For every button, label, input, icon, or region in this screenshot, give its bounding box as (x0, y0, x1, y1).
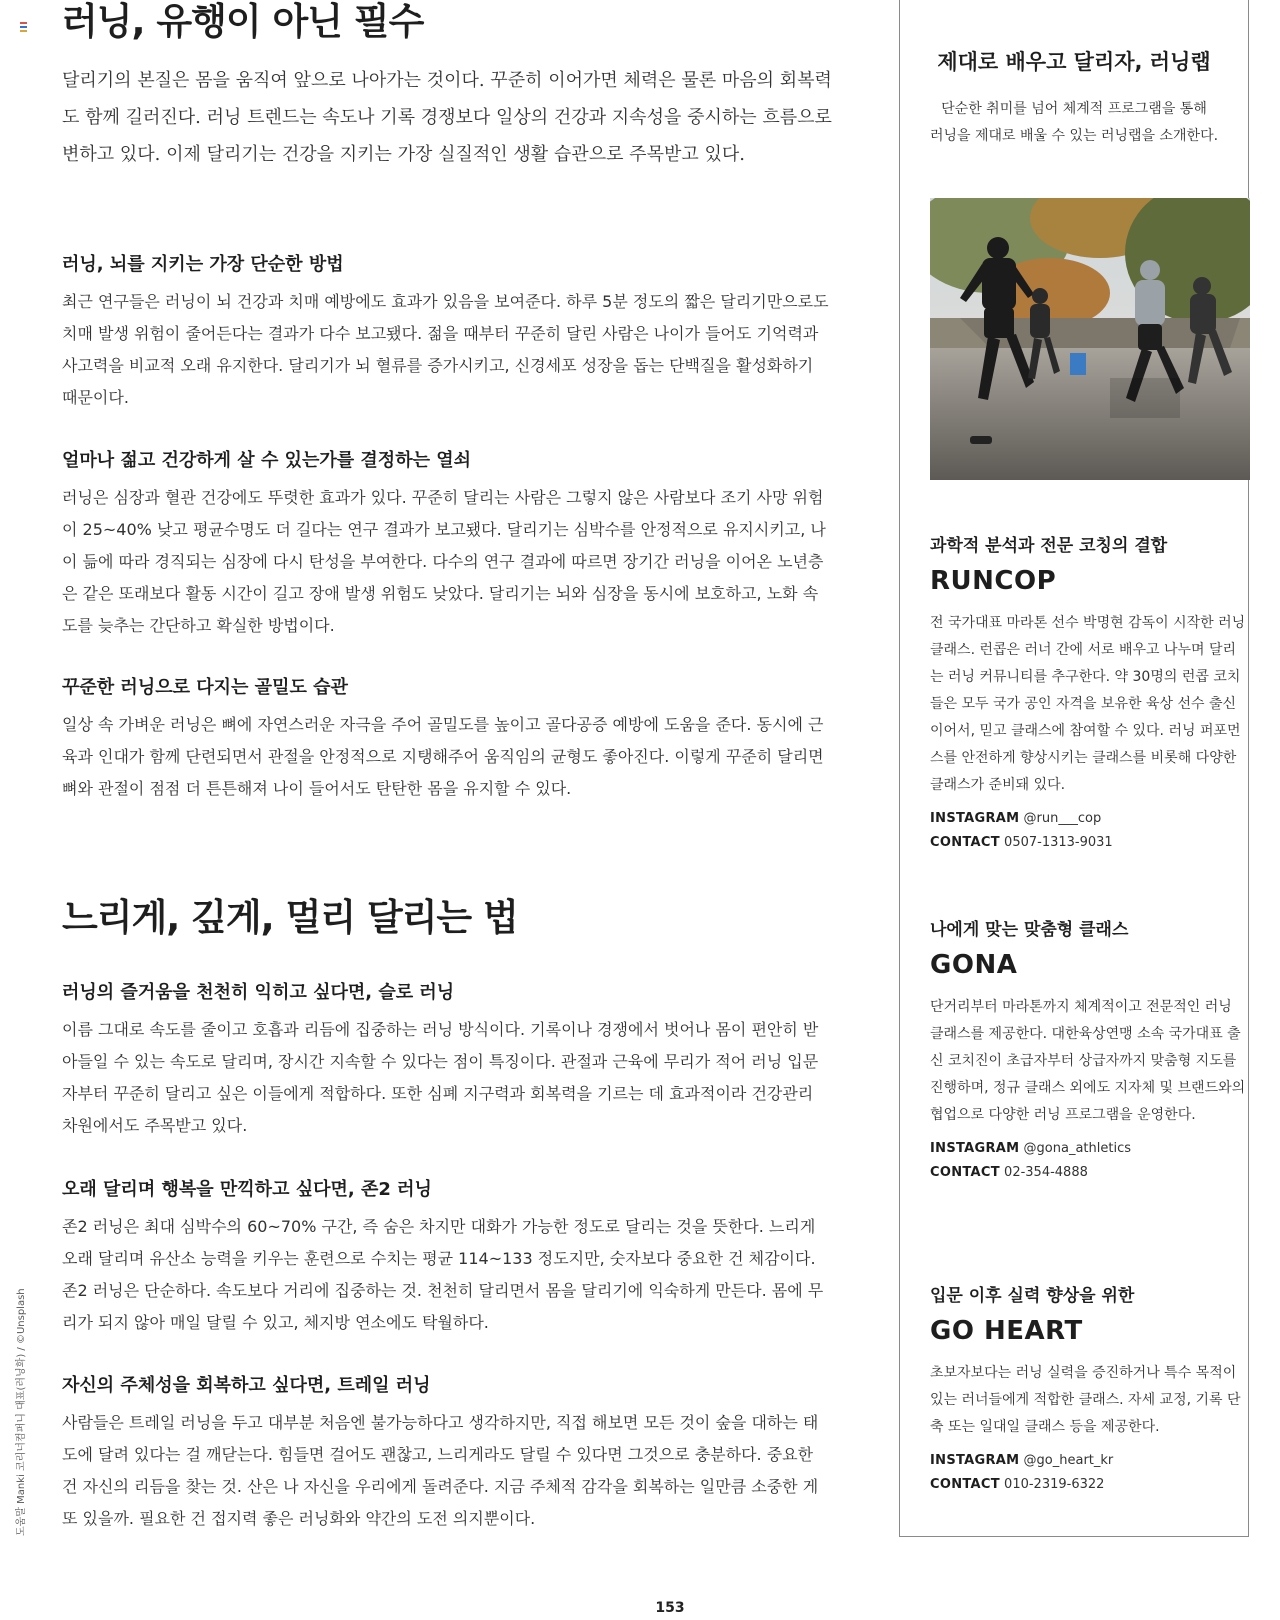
contact-phone: 010-2319-6322 (1004, 1477, 1105, 1492)
running-lab-sidebar (899, 0, 1249, 1537)
card-runcop (930, 534, 1248, 855)
section-body: 최근 연구들은 러닝이 뇌 건강과 치매 예방에도 효과가 있음을 보여준다. 하루 5분 정도의 짧은 달리기만으로도 치매 발생 위험이 줄어든다는 결과가 다수 보고됐다. 젊을 때부터 꾸준히 달린 사람은 나이가 들어도 기억력과 사고력을 비교적 오래 유지한다. 달리기가 뇌 혈류를 증가시키고, 신경세포 성장을 돕는 단백질을 활성화하기 때문이다. (62, 292, 829, 407)
runners-photo (930, 198, 1250, 480)
section-zone2-running (62, 1177, 832, 1339)
article-title-1: 러닝, 유행이 아닌 필수 (62, 0, 424, 43)
contact-label: CONTACT (930, 1477, 1000, 1492)
section-heading: 오래 달리며 행복을 만끽하고 싶다면, 존2 러닝 (62, 1179, 432, 1200)
card-contact (930, 831, 1248, 855)
contact-phone: 0507-1313-9031 (1004, 835, 1113, 850)
section-body: 존2 러닝은 최대 심박수의 60~70% 구간, 즉 숨은 차지만 대화가 가능한 정도로 달리는 것을 뜻한다. 느리게 오래 달리며 유산소 능력을 키우는 훈련으로 수치는 평균 114~133 정도지만, 숫자보다 중요한 건 체감이다. 존2 러닝은 단순하다. 속도보다 거리에 집중하는 것. 천천히 달리면서 몸을 달리기에 익숙하게 만든다. 몸에 무리가 되지 않아 매일 달릴 수 있고, 체지방 연소에도 탁월하다. (62, 1217, 824, 1332)
card-contact (930, 1473, 1248, 1497)
instagram-label: INSTAGRAM (930, 1141, 1020, 1156)
card-subtitle: 과학적 분석과 전문 코칭의 결합 (930, 536, 1168, 556)
instagram-label: INSTAGRAM (930, 811, 1020, 826)
section-heading: 러닝, 뇌를 지키는 가장 단순한 방법 (62, 254, 344, 275)
card-contact (930, 1161, 1248, 1185)
section-bone (62, 675, 832, 805)
card-instagram (930, 1449, 1248, 1473)
card-gona (930, 918, 1248, 1185)
instagram-handle: @gona_athletics (1023, 1141, 1131, 1156)
section-heading: 러닝의 즐거움을 천천히 익히고 싶다면, 슬로 러닝 (62, 982, 455, 1003)
sidebar-desc-line-1: 단순한 취미를 넘어 체계적 프로그램을 통해 (941, 101, 1207, 117)
photo-credit: 도움말 Manki 코리너컴퍼니 대표(러닝화) / ©Unsplash (16, 1288, 27, 1536)
instagram-handle: @run___cop (1023, 811, 1102, 826)
card-description: 초보자보다는 러닝 실력을 증진하거나 특수 목적이 있는 러너들에게 적합한 클래스. 자세 교정, 기록 단축 또는 일대일 클래스 등을 제공한다. (930, 1365, 1241, 1435)
card-brand: GO HEART (930, 1316, 1083, 1346)
section-heading: 얼마나 젊고 건강하게 살 수 있는가를 결정하는 열쇠 (62, 450, 472, 471)
card-go-heart (930, 1284, 1248, 1497)
sidebar-desc-line-2: 러닝을 제대로 배울 수 있는 러닝랩을 소개한다. (929, 128, 1219, 144)
section-body: 일상 속 가벼운 러닝은 뼈에 자연스러운 자극을 주어 골밀도를 높이고 골다공증 예방에 도움을 준다. 동시에 근육과 인대가 함께 단련되면서 관절을 안정적으로 지탱해주어 움직임의 균형도 좋아진다. 이렇게 꾸준히 달리면 뼈와 관절이 점점 더 튼튼해져 나이 들어서도 탄탄한 몸을 유지할 수 있다. (62, 715, 824, 798)
section-heading: 자신의 주체성을 회복하고 싶다면, 트레일 러닝 (62, 1375, 431, 1396)
contact-label: CONTACT (930, 835, 1000, 850)
sidebar-title: 제대로 배우고 달리자, 러닝랩 (937, 50, 1211, 74)
section-heart (62, 448, 832, 642)
article-title-2: 느리게, 깊게, 멀리 달리는 법 (62, 896, 518, 939)
page-number: 153 (655, 1600, 685, 1616)
instagram-label: INSTAGRAM (930, 1453, 1020, 1468)
instagram-handle: @go_heart_kr (1023, 1453, 1114, 1468)
section-slow-running (62, 980, 832, 1142)
section-brain (62, 252, 832, 414)
section-marker-icon (20, 22, 27, 34)
section-body: 이름 그대로 속도를 줄이고 호흡과 리듬에 집중하는 러닝 방식이다. 기록이나 경쟁에서 벗어나 몸이 편안히 받아들일 수 있는 속도로 달리며, 장시간 지속할 수 있다는 점이 특징이다. 관절과 근육에 무리가 적어 러닝 입문자부터 꾸준히 달리고 싶은 이들에게 적합하다. 또한 심폐 지구력과 회복력을 기르는 데 효과적이라 건강관리 차원에서도 주목받고 있다. (62, 1020, 819, 1135)
card-description: 단거리부터 마라톤까지 체계적이고 전문적인 러닝 클래스를 제공한다. 대한육상연맹 소속 국가대표 출신 코치진이 초급자부터 상급자까지 맞춤형 지도를 진행하며, 정규 클래스 외에도 지자체 및 브랜드와의 협업으로 다양한 러닝 프로그램을 운영한다. (930, 999, 1246, 1123)
section-body: 사람들은 트레일 러닝을 두고 대부분 처음엔 불가능하다고 생각하지만, 직접 해보면 모든 것이 숲을 대하는 태도에 달려 있다는 걸 깨닫는다. 힘들면 걸어도 괜찮고, 느리게라도 달릴 수 있다면 그것으로 충분하다. 중요한 건 자신의 리듬을 찾는 것. 산은 나 자신을 우리에게 돌려준다. 지금 주체적 감각을 회복하는 일만큼 소중한 게 또 있을까. 필요한 건 접지력 좋은 러닝화와 약간의 도전 의지뿐이다. (62, 1413, 819, 1528)
card-brand: GONA (930, 950, 1018, 980)
sidebar-description (900, 96, 1248, 150)
card-instagram (930, 1137, 1248, 1161)
contact-label: CONTACT (930, 1165, 1000, 1180)
card-brand: RUNCOP (930, 566, 1057, 596)
section-body: 러닝은 심장과 혈관 건강에도 뚜렷한 효과가 있다. 꾸준히 달리는 사람은 그렇지 않은 사람보다 조기 사망 위험이 25~40% 낮고 평균수명도 더 길다는 연구 결과가 보고됐다. 달리기는 심박수를 안정적으로 유지시키고, 나이 듦에 따라 경직되는 심장에 다시 탄성을 부여한다. 다수의 연구 결과에 따르면 장기간 러닝을 이어온 노년층은 같은 또래보다 활동 시간이 길고 장애 발생 위험도 낮았다. 달리기는 뇌와 심장을 동시에 보호하고, 노화 속도를 늦추는 간단하고 확실한 방법이다. (62, 488, 826, 635)
card-description: 전 국가대표 마라톤 선수 박명현 감독이 시작한 러닝 클래스. 런콥은 러너 간에 서로 배우고 나누며 달리는 러닝 커뮤니티를 추구한다. 약 30명의 런콥 코치들은 모두 국가 공인 자격을 보유한 육상 선수 출신이어서, 믿고 클래스에 참여할 수 있다. 러닝 퍼포먼스를 안전하게 향상시키는 클래스를 비롯해 다양한 클래스가 준비돼 있다. (930, 615, 1246, 793)
runners-illustration-icon (930, 198, 1250, 480)
card-instagram (930, 807, 1248, 831)
card-subtitle: 입문 이후 실력 향상을 위한 (930, 1286, 1135, 1306)
section-heading: 꾸준한 러닝으로 다지는 골밀도 습관 (62, 677, 348, 698)
card-subtitle: 나에게 맞는 맞춤형 클래스 (930, 920, 1129, 940)
contact-phone: 02-354-4888 (1004, 1165, 1088, 1180)
article-lead: 달리기의 본질은 몸을 움직여 앞으로 나아가는 것이다. 꾸준히 이어가면 체력은 물론 마음의 회복력도 함께 길러진다. 러닝 트렌드는 속도나 기록 경쟁보다 일상의 건강과 지속성을 중시하는 흐름으로 변하고 있다. 이제 달리기는 건강을 지키는 가장 실질적인 생활 습관으로 주목받고 있다. (62, 70, 832, 165)
section-trail-running (62, 1373, 832, 1535)
